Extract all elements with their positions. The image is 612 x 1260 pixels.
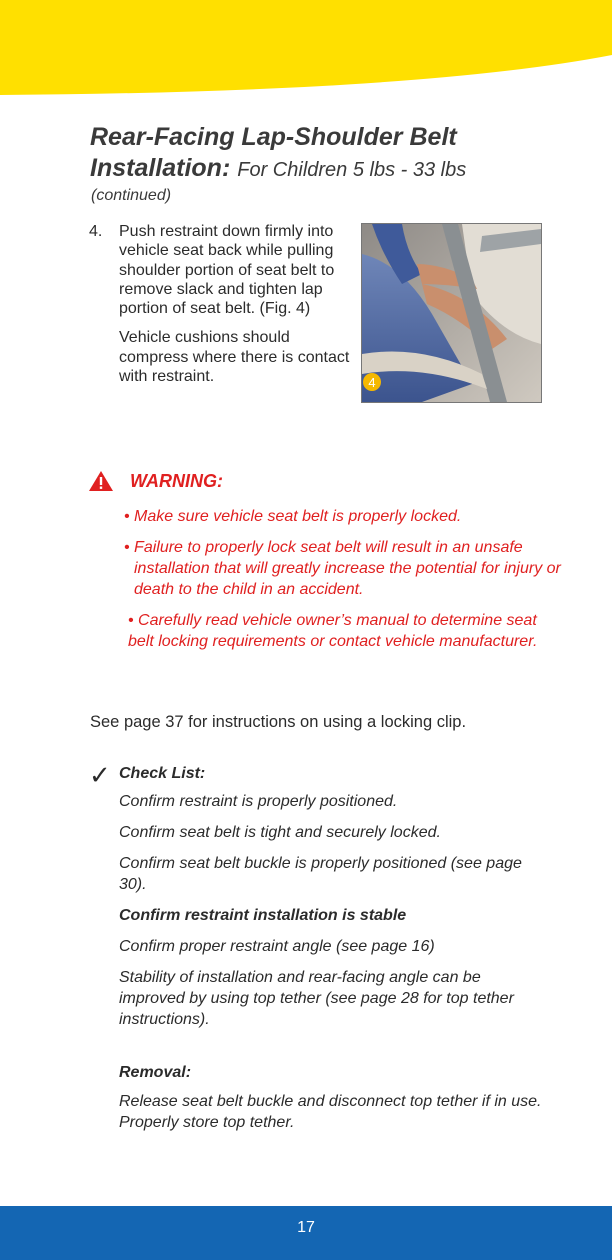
- checklist: [119, 791, 549, 1040]
- warning-triangle-icon: [88, 470, 114, 492]
- continued-label: (continued): [91, 187, 172, 204]
- step-number: 4.: [89, 223, 103, 240]
- removal-text: Release seat belt buckle and disconnect top tether if in use. Properly store top tether.: [119, 1093, 542, 1131]
- checklist-item: Confirm restraint is properly positioned.: [119, 793, 398, 810]
- footer-bar: [0, 1206, 612, 1260]
- title-subtitle: For Children 5 lbs - 33 lbs: [237, 159, 467, 181]
- checklist-item: Stability of installation and rear-facing angle can be improved by using top tether (see page 28 for top tether instructions).: [119, 969, 514, 1028]
- checklist-item: Confirm proper restraint angle (see page 16): [119, 938, 435, 955]
- step-4: [89, 222, 351, 396]
- warning-item: • Make sure vehicle seat belt is properly locked.: [124, 508, 462, 525]
- warning-list: [124, 506, 564, 662]
- checklist-item: Confirm restraint installation is stable: [119, 907, 407, 924]
- step-text: [119, 222, 351, 386]
- page-title: [90, 122, 590, 186]
- removal-title: Removal:: [119, 1064, 192, 1081]
- warning-title: WARNING:: [130, 471, 223, 491]
- checklist-item: Confirm seat belt is tight and securely locked.: [119, 824, 441, 841]
- figure-4-photo: [361, 223, 542, 403]
- step-paragraph: Push restraint down firmly into vehicle seat back while pulling shoulder portion of seat belt to remove slack and tighten lap portion of seat belt. (Fig. 4): [119, 223, 335, 318]
- page-number: 17: [297, 1219, 315, 1236]
- checklist-title: Check List:: [119, 765, 206, 782]
- car-seat-photo-illustration: [362, 224, 541, 402]
- warning-item: • Carefully read vehicle owner’s manual to determine seat belt locking requirements or contact vehicle manufacturer.: [128, 612, 538, 650]
- step-paragraph: Vehicle cushions should compress where there is contact with restraint.: [119, 329, 350, 386]
- locking-clip-reference: See page 37 for instructions on using a locking clip.: [90, 713, 467, 731]
- checklist-item: Confirm seat belt buckle is properly positioned (see page 30).: [119, 855, 522, 893]
- figure-label: 4: [368, 375, 376, 390]
- checkmark-icon: ✓: [89, 760, 111, 790]
- warning-item: • Failure to properly lock seat belt will result in an unsafe installation that will greatly increase the potential for injury or death to the child in an accident.: [124, 539, 561, 598]
- yellow-header-banner: [0, 0, 612, 95]
- title-main: Rear-Facing Lap-Shoulder Belt Installation:: [90, 123, 457, 182]
